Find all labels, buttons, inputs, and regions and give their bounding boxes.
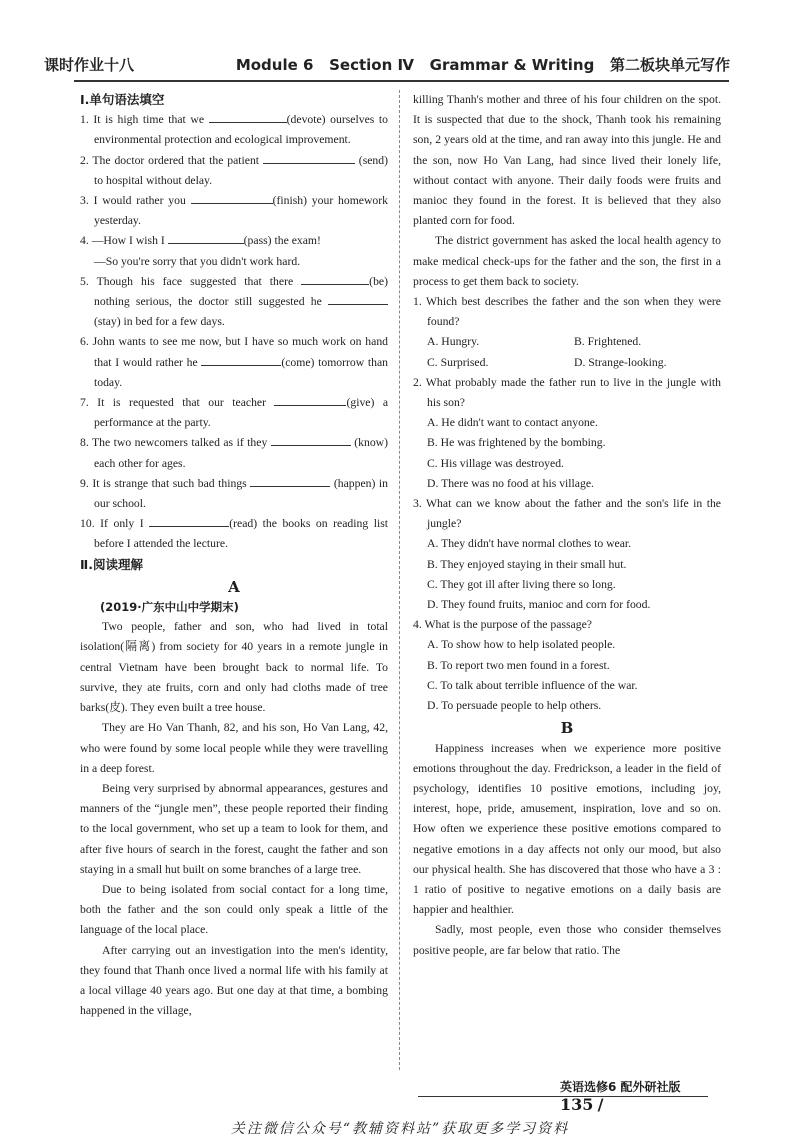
answer-blank[interactable] (263, 151, 355, 164)
option-d[interactable]: D. Strange-looking. (574, 355, 667, 369)
passage-a-paragraph-5: After carrying out an investigation into the men's identity, they found that Thanh once lived a normal life with his family at a local village 40 years ago. But one day at that time, a bombing happened in the village, (80, 943, 388, 1018)
grammar-item-1 (80, 110, 388, 150)
grammar-item-9 (80, 474, 388, 514)
passage-a-paragraph-4: Due to being isolated from social contact for a long time, both the father and the son could only speak a little of the language of the local place. (80, 882, 388, 937)
answer-blank[interactable] (168, 231, 244, 244)
grammar-item-10 (80, 514, 388, 554)
option-b[interactable]: B. To report two men found in a forest. (427, 658, 610, 672)
item-text: (read) the books on reading list before I attended the lecture. (94, 517, 389, 551)
passage-source: (2019·广东中山中学期末) (100, 600, 239, 615)
page-number: 135 (560, 1095, 594, 1114)
option-d[interactable]: D. To persuade people to help others. (427, 699, 602, 713)
item-number: 1. (80, 113, 89, 127)
item-number: 4. (80, 234, 89, 248)
grammar-item-3 (80, 191, 388, 231)
question-1-options-row-1 (413, 332, 721, 352)
column-divider (399, 90, 400, 1070)
option-c[interactable]: C. Surprised. (427, 355, 489, 369)
question-1 (413, 292, 721, 332)
item-number: 5. (80, 274, 89, 288)
passage-a-paragraph-1: Two people, father and son, who had lived in total isolation(隔离) from society for 40 years in a remote jungle in central Vietnam have been brought back to normal life. To survive, they ate fruits, corn and only had cloths made of tree barks(皮). They even built a tree house. (80, 620, 388, 715)
option-b[interactable]: B. Frightened. (574, 335, 642, 349)
page-header (40, 52, 760, 80)
option-d[interactable]: D. There was no food at his village. (427, 476, 594, 490)
item-text: (stay) in bed for a few days. (94, 315, 225, 329)
item-text: It is strange that such bad things (92, 476, 251, 490)
answer-blank[interactable] (209, 110, 287, 123)
passage-a-paragraph-5-continued: killing Thanh's mother and three of his four children on the spot. It is suspected that due to the shock, Thanh took his remaining son, 2 years old at the time, and ran away into this jungle. He and the son, now Ho Van Lang, had since lived their lonely life, without contact with anyone. Their daily foods were fruits and manioc they found in the forest. It is believed that they also planted corn for food. (413, 93, 721, 228)
question-3 (413, 494, 721, 534)
item-text: Though his face suggested that there (96, 274, 302, 288)
answer-blank[interactable] (191, 191, 273, 204)
option-c[interactable]: C. They got ill after living there so long. (427, 577, 616, 591)
option-b[interactable]: B. He was frightened by the bombing. (427, 436, 606, 450)
passage-a-paragraph-2: They are Ho Van Thanh, 82, and his son, Ho Van Lang, 42, who were found by some local people while they were travelling in a deep forest. (80, 721, 388, 775)
answer-blank[interactable] (301, 272, 369, 285)
item-number: 2. (80, 153, 89, 167)
option-c[interactable]: C. To talk about terrible influence of the war. (427, 678, 638, 692)
left-column (80, 90, 388, 1021)
grammar-item-5 (80, 272, 388, 333)
item-text: (pass) the exam! (243, 234, 321, 248)
passage-b-paragraph-1: Happiness increases when we experience more positive emotions throughout the day. Fredrickson, a leader in the field of psychology, identifies 10 positive emotions, including joy, interest, hope, pride, amusement, inspiration, love and so on. How often we experience these positive emotions compared to negative emotions in a day affects not only our mood, but also our physical health. She has discovered that those who have a 3 : 1 ratio of positive to negative emotions on a daily basis are happier and healthier. (413, 741, 721, 917)
lesson-title: 课时作业十八 (44, 56, 135, 74)
module-title: Module 6 Section Ⅳ Grammar & Writing 第二板块单元写作 (235, 56, 730, 74)
option-a[interactable]: A. They didn't have normal clothes to wear. (427, 537, 632, 551)
option-b[interactable]: B. They enjoyed staying in their small hut. (427, 557, 627, 571)
passage-b-letter: B (560, 719, 574, 738)
answer-blank[interactable] (250, 474, 330, 487)
passage-a-paragraph-6: The district government has asked the local health agency to make medical check-ups for the father and the son, the first in a process to get them back to society. (413, 234, 721, 288)
grammar-item-8 (80, 433, 388, 473)
grammar-item-4 (80, 231, 388, 271)
item-number: 7. (80, 396, 89, 410)
grammar-item-6 (80, 332, 388, 393)
item-text: I would rather you (93, 194, 191, 208)
section-title-grammar: Ⅰ.单句语法填空 (80, 92, 165, 107)
passage-a-letter: A (228, 577, 240, 596)
bottom-note: 关注微信公众号“教辅资料站”获取更多学习资料 (230, 1121, 570, 1137)
item-text: (devote) ourselves to environmental protection and ecological improvement. (94, 113, 389, 147)
item-text: It is high time that we (93, 113, 209, 127)
answer-blank[interactable] (201, 353, 281, 366)
option-d[interactable]: D. They found fruits, manioc and corn for food. (427, 598, 651, 612)
question-4 (413, 615, 721, 635)
item-text: The doctor ordered that the patient (92, 153, 263, 167)
item-number: 8. (80, 436, 89, 450)
section-title-reading: Ⅱ.阅读理解 (80, 556, 143, 572)
header-rule (74, 80, 729, 82)
item-text: If only I (100, 517, 150, 531)
item-text: (know) each other for ages. (94, 436, 388, 470)
question-1-options-row-2 (413, 353, 721, 373)
item-text: —So you're sorry that you didn't work hard. (94, 254, 301, 268)
answer-blank[interactable] (274, 393, 346, 406)
item-text: It is requested that our teacher (97, 396, 275, 410)
question-stem: 1. Which best describes the father and the son when they were found? (413, 295, 721, 329)
footer-slash: / (597, 1095, 604, 1114)
answer-blank[interactable] (271, 433, 351, 446)
option-c[interactable]: C. His village was destroyed. (427, 456, 564, 470)
item-text: (happen) in our school. (94, 476, 389, 511)
item-number: 3. (80, 194, 89, 208)
option-a[interactable]: A. He didn't want to contact anyone. (427, 416, 598, 430)
item-text: John wants to see me now, but I have so much work on hand that I would rather he (92, 335, 389, 369)
option-a[interactable]: A. To show how to help isolated people. (427, 638, 616, 652)
option-a[interactable]: A. Hungry. (427, 335, 480, 349)
item-text: —How I wish I (91, 234, 168, 248)
item-text: (come) tomorrow than today. (94, 355, 388, 389)
question-stem: 4. What is the purpose of the passage? (413, 618, 592, 632)
item-text: (send) to hospital without delay. (94, 153, 389, 187)
answer-blank[interactable] (149, 514, 229, 527)
book-title: 英语选修6 配外研社版 (560, 1080, 681, 1094)
item-text: (be) nothing serious, the doctor still suggested he (94, 274, 388, 309)
page-footer (560, 1078, 710, 1114)
passage-a-paragraph-3: Being very surprised by abnormal appearances, gestures and manners of the “jungle men”, these people reported their finding to the local government, who set up a team to look for them, and after five hours of search in the forest, caught the father and son staying in a small hut built on some branches of a large tree. (80, 781, 388, 876)
right-column (413, 90, 721, 961)
answer-blank[interactable] (328, 292, 388, 305)
grammar-item-7 (80, 393, 388, 433)
item-text: The two newcomers talked as if they (92, 436, 271, 450)
question-stem: 3. What can we know about the father and the son's life in the jungle? (413, 497, 721, 531)
item-number: 6. (80, 335, 89, 349)
item-number: 10. (80, 517, 95, 531)
item-text: (finish) your homework yesterday. (94, 194, 388, 228)
item-number: 9. (80, 476, 89, 490)
question-stem: 2. What probably made the father run to live in the jungle with his son? (413, 375, 721, 410)
question-2 (413, 373, 721, 413)
item-text: (give) a performance at the party. (94, 396, 389, 430)
grammar-item-2 (80, 151, 388, 191)
passage-b-paragraph-2: Sadly, most people, even those who consider themselves positive people, are far below that ratio. The (413, 923, 721, 957)
